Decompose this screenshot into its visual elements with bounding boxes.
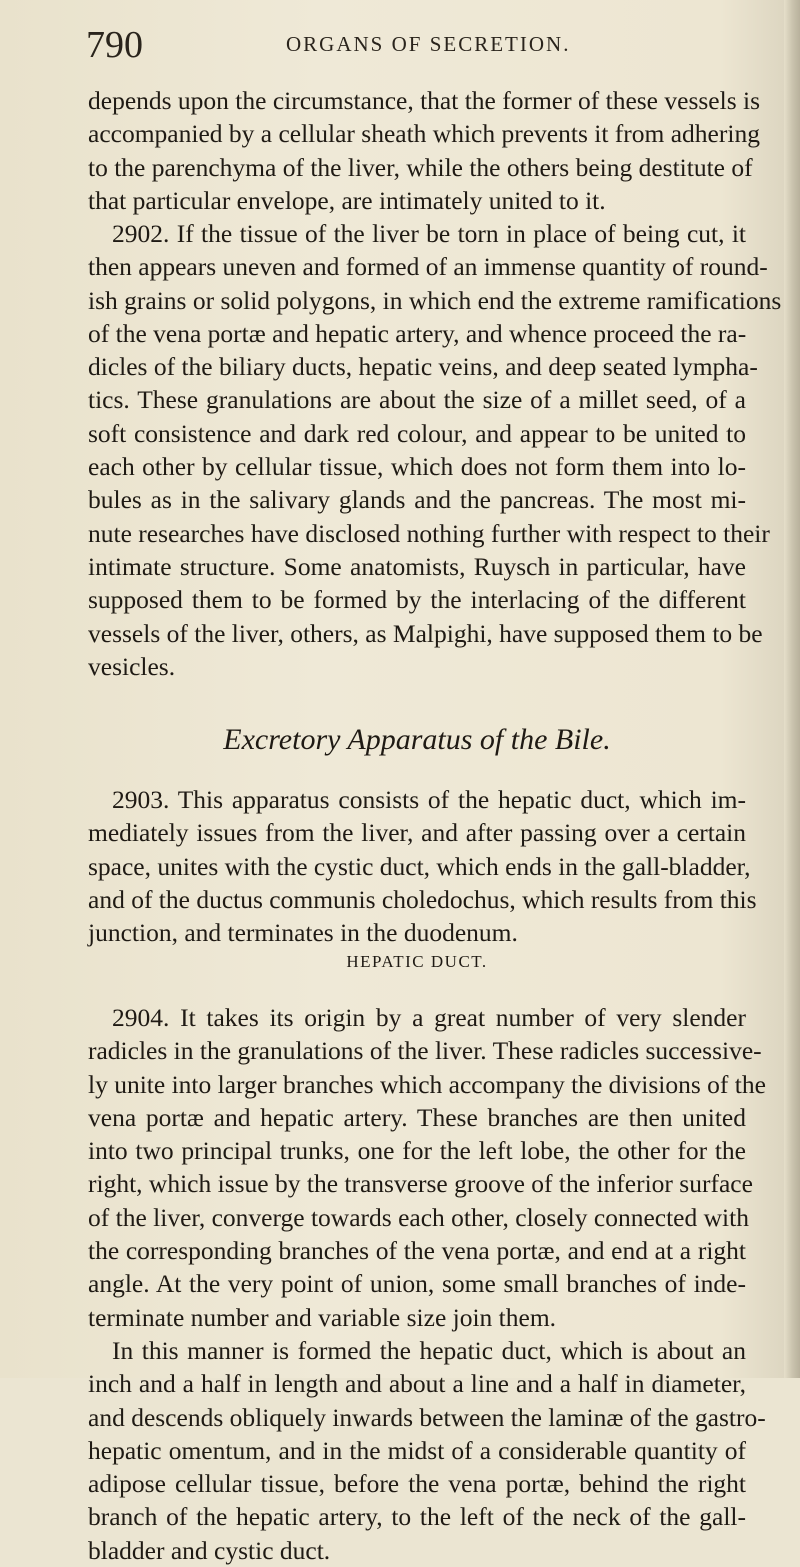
text-line: then appears uneven and formed of an immense quantity of round- [88, 252, 768, 282]
text-line: soft consistence and dark red colour, and appear to be united to [88, 418, 746, 448]
paragraph-2903 [88, 783, 757, 949]
text-line: ish grains or solid polygons, in which end the extreme ramifications [88, 285, 782, 315]
running-head [86, 20, 706, 70]
text-line: that particular envelope, are intimately united to it. [88, 185, 606, 215]
text-line: tics. These granulations are about the size of a millet seed, of a [88, 385, 746, 415]
text-line: into two principal trunks, one for the left lobe, the other for the [88, 1136, 746, 1166]
text-line: bladder and cystic duct. [88, 1535, 331, 1565]
text-line: each other by cellular tissue, which does not form them into lo- [88, 452, 746, 482]
paragraph-continuation [88, 84, 761, 217]
text-line: terminate number and variable size join them. [88, 1302, 557, 1332]
text-line: vena portæ and hepatic artery. These branches are then united [88, 1102, 746, 1132]
text-line: 2904. It takes its origin by a great number of very slender [112, 1003, 746, 1032]
text-line: vesicles. [88, 651, 176, 681]
text-line: hepatic omentum, and in the midst of a considerable quantity of [88, 1435, 746, 1465]
text-line: of the vena portæ and hepatic artery, and whence proceed the ra- [88, 318, 747, 348]
text-line: ly unite into larger branches which accompany the divisions of the [88, 1069, 766, 1099]
text-line: In this manner is formed the hepatic duct, which is about an [112, 1335, 746, 1365]
text-line: adipose cellular tissue, before the vena portæ, behind the right [88, 1469, 746, 1499]
text-line: the corresponding branches of the vena portæ, and end at a right [88, 1236, 746, 1266]
text-line: dicles of the biliary ducts, hepatic veins, and deep seated lympha- [88, 352, 758, 382]
text-line: space, unites with the cystic duct, which ends in the gall-bladder, [88, 851, 751, 881]
text-line: vessels of the liver, others, as Malpighi, have supposed them to be [88, 618, 763, 648]
text-line: of the liver, converge towards each other, closely connected with [88, 1202, 749, 1232]
text-line: right, which issue by the transverse groove of the inferior surface [88, 1169, 753, 1199]
text-line: and descends obliquely inwards between the laminæ of the gastro- [88, 1402, 766, 1432]
text-line: junction, and terminates in the duodenum. [88, 918, 518, 948]
section-heading: Excretory Apparatus of the Bile. [223, 723, 611, 756]
subsection-heading: HEPATIC DUCT. [346, 952, 488, 971]
text-line: radicles in the granulations of the liver. These radicles successive- [88, 1036, 762, 1066]
text-line: branch of the hepatic artery, to the left of the neck of the gall- [88, 1502, 746, 1532]
page-edge [784, 0, 800, 1378]
text-line: supposed them to be formed by the interlacing of the different [88, 585, 746, 615]
text-line: mediately issues from the liver, and after passing over a certain [88, 818, 746, 848]
page-number: 790 [86, 24, 143, 66]
text-line: to the parenchyma of the liver, while the others being destitute of [88, 152, 753, 182]
text-line: accompanied by a cellular sheath which prevents it from adhering [88, 119, 760, 149]
text-line: intimate structure. Some anatomists, Ruysch in particular, have [88, 551, 746, 581]
text-line: and of the ductus communis choledochus, which results from this [88, 884, 757, 914]
text-line: bules as in the salivary glands and the pancreas. The most mi- [88, 485, 746, 515]
text-line: 2902. If the tissue of the liver be torn in place of being cut, it [112, 219, 746, 248]
text-line: inch and a half in length and about a line and a half in diameter, [88, 1369, 746, 1399]
paragraph-2904 [88, 1001, 766, 1567]
paragraph-2902 [88, 217, 782, 683]
text-line: 2903. This apparatus consists of the hepatic duct, which im- [112, 785, 746, 814]
text-line: depends upon the circumstance, that the former of these vessels is [88, 86, 761, 115]
text-line: nute researches have disclosed nothing further with respect to their [88, 518, 770, 548]
text-line: angle. At the very point of union, some small branches of inde- [88, 1269, 746, 1299]
running-title: ORGANS OF SECRETION. [286, 32, 571, 56]
